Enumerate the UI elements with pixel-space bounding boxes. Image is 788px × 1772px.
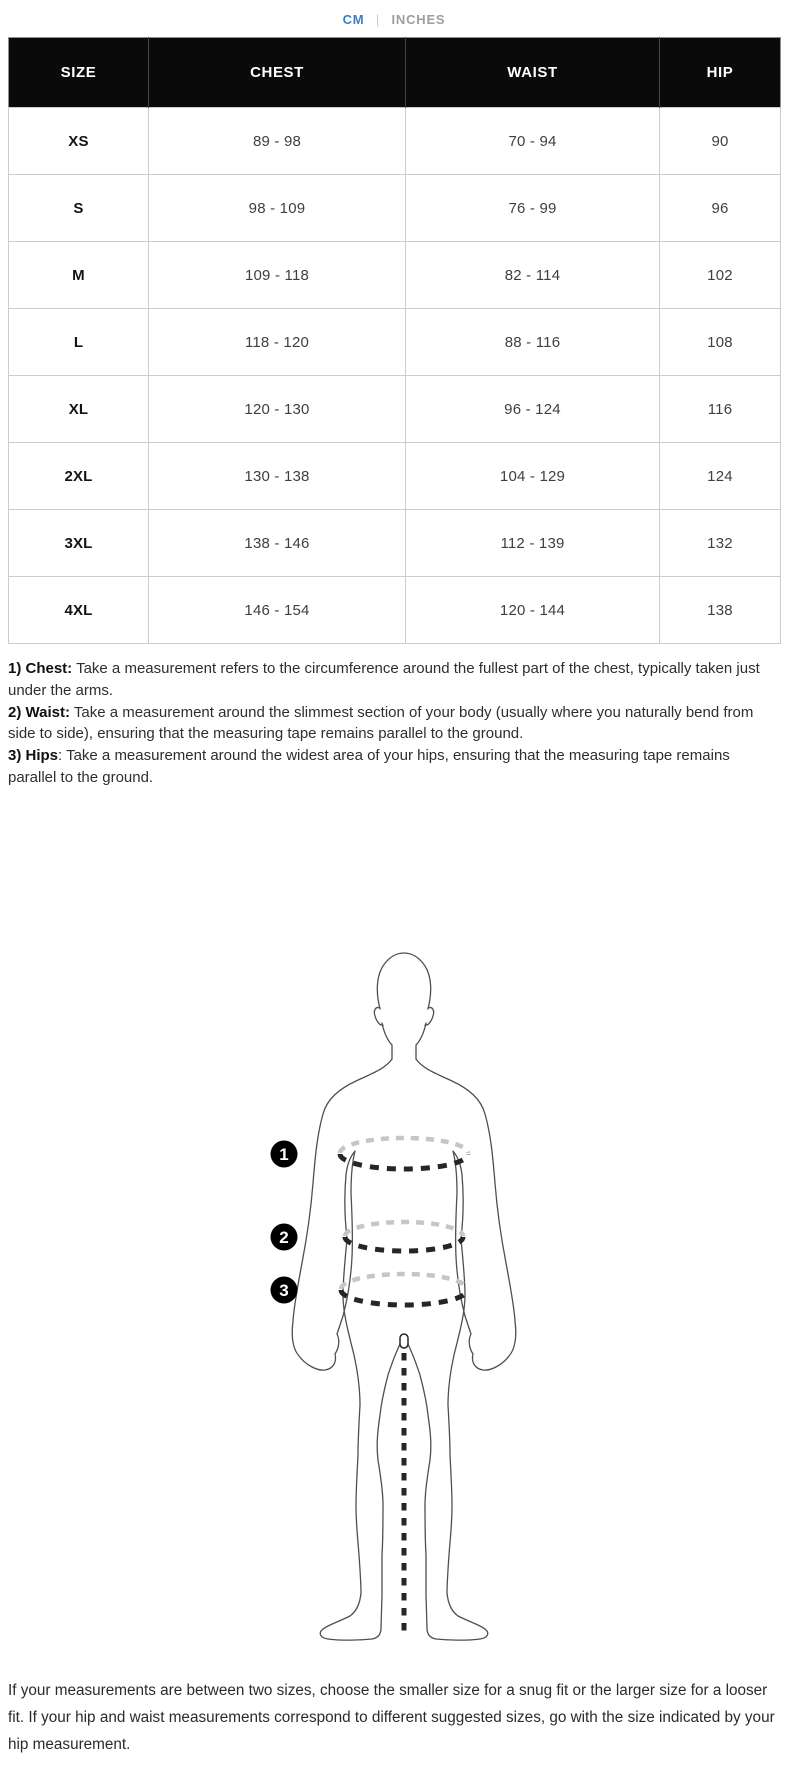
instruction-chest-text: Take a measurement refers to the circumference around the fullest part of the chest, typically taken just under the arms. bbox=[8, 660, 760, 699]
size-chart-table bbox=[8, 37, 781, 644]
marker-1-badge bbox=[271, 1140, 298, 1167]
cell-waist: 104 - 129 bbox=[406, 443, 660, 510]
instruction-waist-label: 2) Waist: bbox=[8, 703, 70, 721]
cell-chest: 146 - 154 bbox=[149, 577, 406, 644]
cell-chest: 120 - 130 bbox=[149, 376, 406, 443]
cell-hip: 132 bbox=[660, 510, 781, 577]
table-row bbox=[9, 577, 781, 644]
table-row bbox=[9, 108, 781, 175]
instruction-hips-label: 3) Hips bbox=[8, 747, 59, 765]
cell-chest: 109 - 118 bbox=[149, 242, 406, 309]
cell-chest: 138 - 146 bbox=[149, 510, 406, 577]
hip-measure-ellipse-front bbox=[341, 1290, 467, 1305]
cell-size: XL bbox=[9, 376, 149, 443]
instruction-chest bbox=[8, 658, 780, 702]
cell-size: M bbox=[9, 242, 149, 309]
toggle-divider: | bbox=[375, 12, 381, 27]
waist-measure-ellipse-front bbox=[345, 1237, 463, 1251]
header-hip: HIP bbox=[660, 38, 781, 108]
cell-waist: 82 - 114 bbox=[406, 242, 660, 309]
cell-waist: 96 - 124 bbox=[406, 376, 660, 443]
table-row bbox=[9, 510, 781, 577]
tab-cm[interactable]: CM bbox=[342, 12, 365, 27]
cell-chest: 130 - 138 bbox=[149, 443, 406, 510]
body-left-outline bbox=[292, 1059, 401, 1640]
marker-2-label: 2 bbox=[279, 1227, 289, 1247]
instruction-hips bbox=[8, 745, 780, 789]
cell-waist: 112 - 139 bbox=[406, 510, 660, 577]
cell-hip: 116 bbox=[660, 376, 781, 443]
table-row bbox=[9, 175, 781, 242]
cell-waist: 76 - 99 bbox=[406, 175, 660, 242]
body-measurement-diagram bbox=[8, 789, 780, 1677]
body-figure-svg bbox=[230, 935, 560, 1645]
cell-waist: 120 - 144 bbox=[406, 577, 660, 644]
tab-inches[interactable]: INCHES bbox=[391, 12, 446, 27]
cell-size: XS bbox=[9, 108, 149, 175]
table-header-row bbox=[9, 38, 781, 108]
cell-hip: 102 bbox=[660, 242, 781, 309]
cell-hip: 108 bbox=[660, 309, 781, 376]
table-row bbox=[9, 443, 781, 510]
header-waist: WAIST bbox=[406, 38, 660, 108]
marker-3-label: 3 bbox=[279, 1280, 289, 1300]
table-row bbox=[9, 309, 781, 376]
instruction-hips-text: : Take a measurement around the widest area of your hips, ensuring that the measuring tape remains parallel to the ground. bbox=[8, 747, 730, 786]
cell-size: S bbox=[9, 175, 149, 242]
cell-chest: 118 - 120 bbox=[149, 309, 406, 376]
instruction-waist bbox=[8, 702, 780, 746]
chest-measure-ellipse-front bbox=[340, 1154, 468, 1169]
cell-size: L bbox=[9, 309, 149, 376]
header-size: SIZE bbox=[9, 38, 149, 108]
table-row bbox=[9, 242, 781, 309]
cell-chest: 89 - 98 bbox=[149, 108, 406, 175]
units-toggle bbox=[8, 12, 780, 27]
cell-size: 4XL bbox=[9, 577, 149, 644]
cell-size: 2XL bbox=[9, 443, 149, 510]
waist-measure-ellipse-back bbox=[345, 1222, 463, 1236]
chest-measure-ellipse-back bbox=[340, 1138, 468, 1153]
cell-hip: 138 bbox=[660, 577, 781, 644]
cell-waist: 88 - 116 bbox=[406, 309, 660, 376]
cell-waist: 70 - 94 bbox=[406, 108, 660, 175]
header-chest: CHEST bbox=[149, 38, 406, 108]
instruction-chest-label: 1) Chest: bbox=[8, 660, 73, 677]
cell-chest: 98 - 109 bbox=[149, 175, 406, 242]
cell-hip: 124 bbox=[660, 443, 781, 510]
marker-2-badge bbox=[271, 1223, 298, 1250]
cell-hip: 90 bbox=[660, 108, 781, 175]
cell-hip: 96 bbox=[660, 175, 781, 242]
marker-1-label: 1 bbox=[279, 1144, 289, 1164]
sizing-note: If your measurements are between two sizes, choose the smaller size for a snug fit or the larger size for a looser fit. If your hip and waist measurements correspond to different suggested sizes, go with the size indicated by your hip measurement. bbox=[8, 1681, 775, 1753]
inseam-line-cap bbox=[400, 1334, 408, 1348]
measuring-instructions bbox=[8, 658, 780, 789]
marker-3-badge bbox=[271, 1276, 298, 1303]
table-row bbox=[9, 376, 781, 443]
hip-measure-ellipse-back bbox=[341, 1274, 467, 1289]
instruction-waist-text: Take a measurement around the slimmest section of your body (usually where you naturally bend from side to side), ensuring that the measuring tape remains parallel to the ground. bbox=[8, 703, 754, 743]
head-outline bbox=[377, 953, 430, 1009]
cell-size: 3XL bbox=[9, 510, 149, 577]
